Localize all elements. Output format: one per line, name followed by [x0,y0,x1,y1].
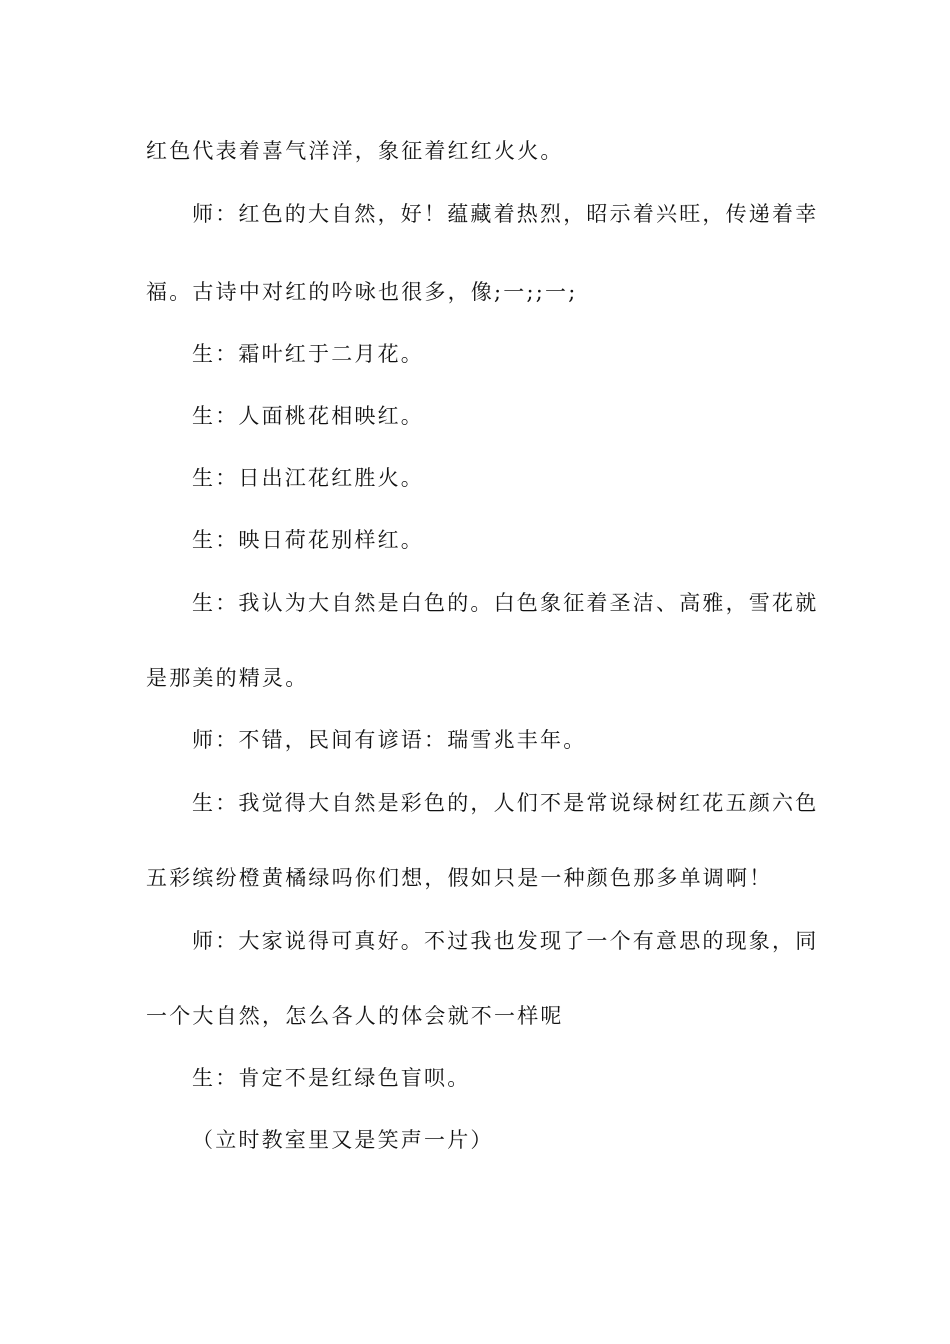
text-line: 师：红色的大自然，好！蕴藏着热烈，昭示着兴旺，传递着幸 [192,202,819,226]
text-line: 生：映日荷花别样红。 [192,528,424,552]
text-line: 生：我认为大自然是白色的。白色象征着圣洁、高雅，雪花就 [192,591,819,615]
text-line: 福。古诗中对红的吟咏也很多，像;一;;一; [146,280,578,304]
text-line: 生：肯定不是红绿色盲呗。 [192,1066,471,1090]
text-line: （立时教室里又是笑声一片） [192,1128,494,1152]
text-line: 生：人面桃花相映红。 [192,404,424,428]
text-line: 是那美的精灵。 [146,666,309,690]
text-line: 生：霜叶红于二月花。 [192,342,424,366]
text-line: 师：不错，民间有谚语：瑞雪兆丰年。 [192,728,587,752]
text-line: 五彩缤纷橙黄橘绿吗你们想，假如只是一种颜色那多单调啊！ [146,866,773,890]
text-line: 红色代表着喜气洋洋，象征着红红火火。 [146,139,564,163]
text-line: 生：我觉得大自然是彩色的，人们不是常说绿树红花五颜六色 [192,791,819,815]
text-line: 一个大自然，怎么各人的体会就不一样呢 [146,1004,564,1028]
text-line: 生：日出江花红胜火。 [192,466,424,490]
text-line: 师：大家说得可真好。不过我也发现了一个有意思的现象，同 [192,929,819,953]
